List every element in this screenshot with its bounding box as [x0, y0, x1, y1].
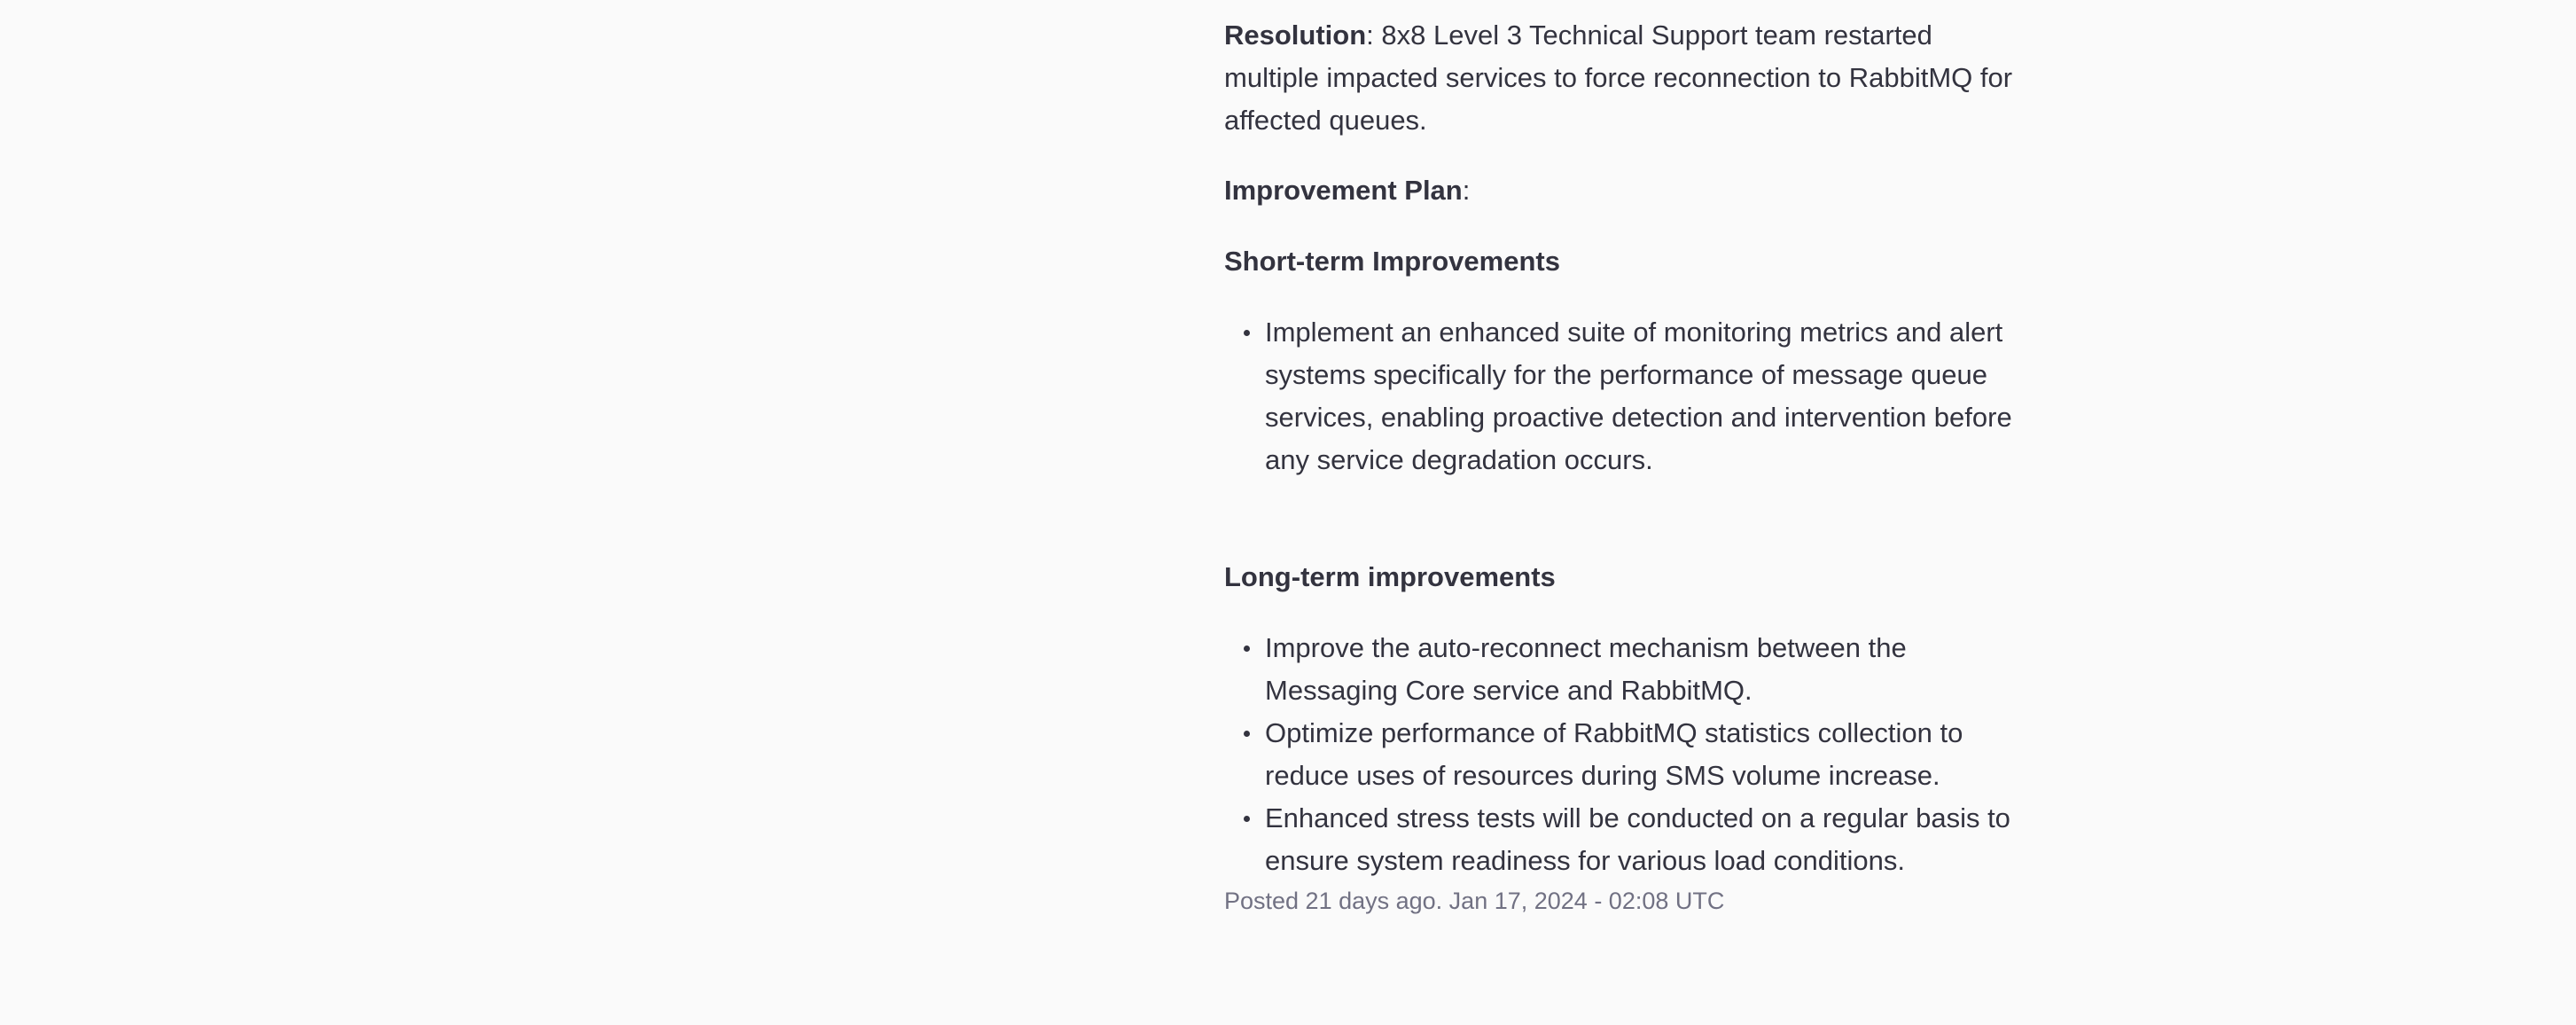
improvement-plan-paragraph [1224, 169, 2013, 212]
list-item: Implement an enhanced suite of monitoring metrics and alert systems specifically for the performance of message queue services, enabling proactive detection and intervention before any service degradation occurs. [1224, 311, 2013, 481]
short-term-list [1224, 311, 2013, 481]
incident-update-body [1224, 14, 2013, 917]
list-item: Optimize performance of RabbitMQ statistics collection to reduce uses of resources during SMS volume increase. [1224, 712, 2013, 797]
long-term-list [1224, 627, 2013, 882]
long-term-heading: Long-term improvements [1224, 561, 1556, 592]
list-item: Enhanced stress tests will be conducted on a regular basis to ensure system readiness for various load conditions. [1224, 797, 2013, 882]
short-term-heading: Short-term Improvements [1224, 246, 1560, 277]
improvement-plan-label: Improvement Plan [1224, 175, 1463, 206]
resolution-label: Resolution [1224, 20, 1367, 51]
posted-timestamp: Posted 21 days ago. Jan 17, 2024 - 02:08 UTC [1224, 888, 1725, 914]
resolution-text: : 8x8 Level 3 Technical Support team restarted multiple impacted services to force reconnection to RabbitMQ for affected queues. [1224, 20, 2013, 136]
improvement-plan-suffix: : [1462, 175, 1471, 206]
resolution-paragraph [1224, 14, 2013, 142]
list-item: Improve the auto-reconnect mechanism between the Messaging Core service and RabbitMQ. [1224, 627, 2013, 712]
